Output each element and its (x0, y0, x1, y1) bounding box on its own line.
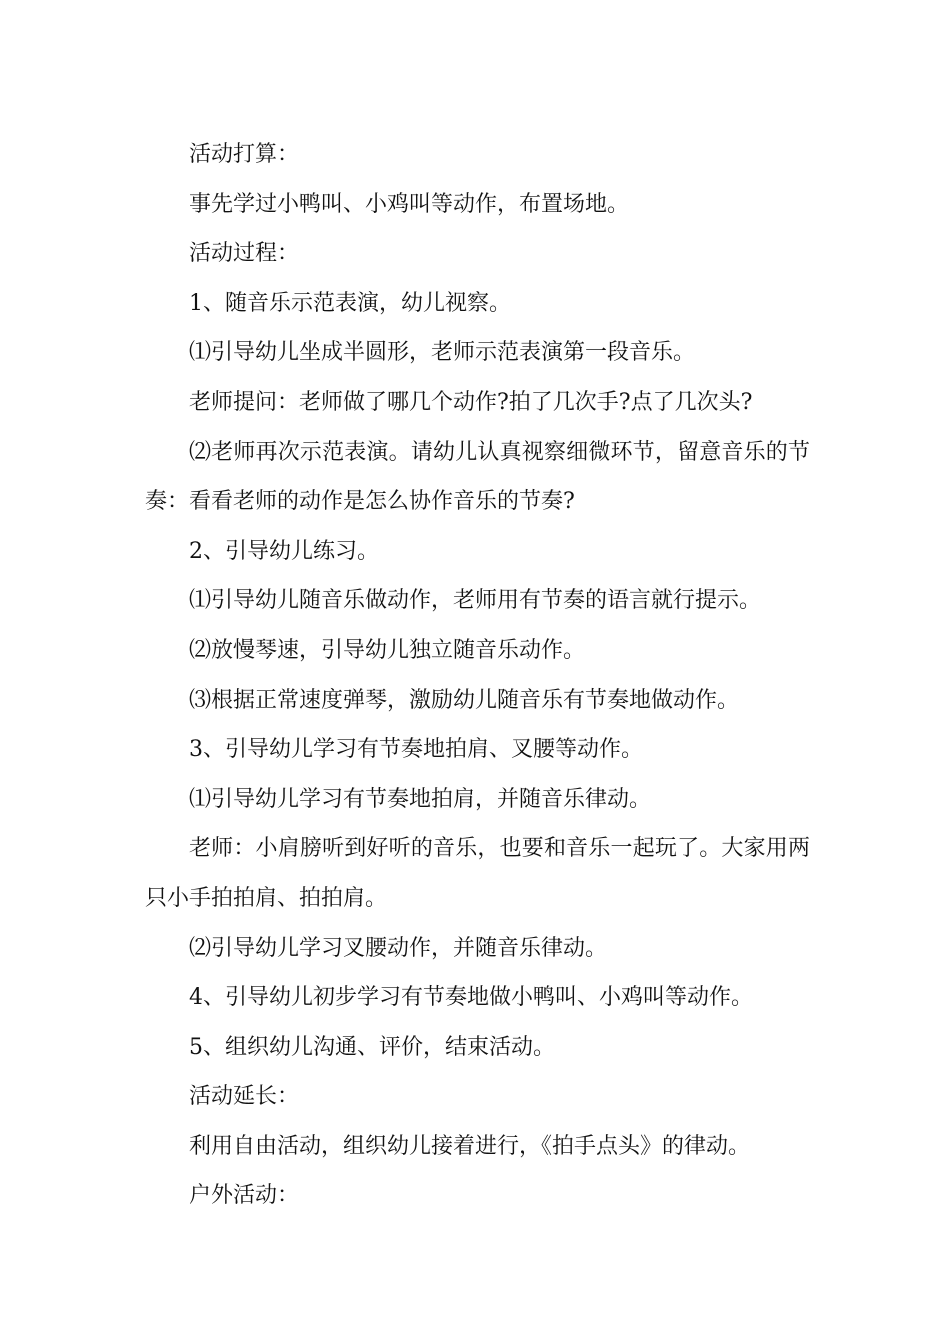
document-body (145, 130, 810, 1221)
paragraph: 老师提问：老师做了哪几个动作?拍了几次手?点了几次头? (189, 389, 753, 415)
section-heading-preparation: 活动打算： (189, 142, 300, 167)
sub-step: ⑵老师再次示范表演。请幼儿认真视察细微环节，留意音乐的节奏：看看老师的动作是怎么协作音乐的节奏? (145, 439, 810, 515)
step-heading: 3、引导幼儿学习有节奏地拍肩、叉腰等动作。 (189, 737, 643, 763)
sub-step: ⑵引导幼儿学习叉腰动作，并随音乐律动。 (189, 935, 608, 961)
sub-step: ⑴引导幼儿随音乐做动作，老师用有节奏的语言就行提示。 (189, 588, 762, 614)
sub-step: ⑴引导幼儿坐成半圆形，老师示范表演第一段音乐。 (189, 340, 696, 366)
section-heading-process: 活动过程： (189, 241, 300, 267)
step-heading: 4、引导幼儿初步学习有节奏地做小鸭叫、小鸡叫等动作。 (189, 985, 753, 1011)
paragraph: 老师：小肩膀听到好听的音乐，也要和音乐一起玩了。大家用两只小手拍拍肩、拍拍肩。 (145, 836, 810, 911)
step-heading: 1、随音乐示范表演，幼儿视察。 (189, 290, 511, 316)
paragraph: 利用自由活动，组织幼儿接着进行，《拍手点头》的律动。 (189, 1133, 751, 1159)
sub-step: ⑴引导幼儿学习有节奏地拍肩，并随音乐律动。 (189, 786, 652, 812)
section-heading-extension: 活动延长： (189, 1084, 300, 1110)
section-heading-outdoor: 户外活动： (189, 1183, 300, 1209)
paragraph: 事先学过小鸭叫、小鸡叫等动作，布置场地。 (189, 191, 630, 217)
step-heading: 5、组织幼儿沟通、评价，结束活动。 (189, 1034, 555, 1060)
sub-step: ⑵放慢琴速，引导幼儿独立随音乐动作。 (189, 637, 586, 663)
sub-step: ⑶根据正常速度弹琴，激励幼儿随音乐有节奏地做动作。 (189, 687, 740, 713)
step-heading: 2、引导幼儿练习。 (189, 538, 379, 564)
